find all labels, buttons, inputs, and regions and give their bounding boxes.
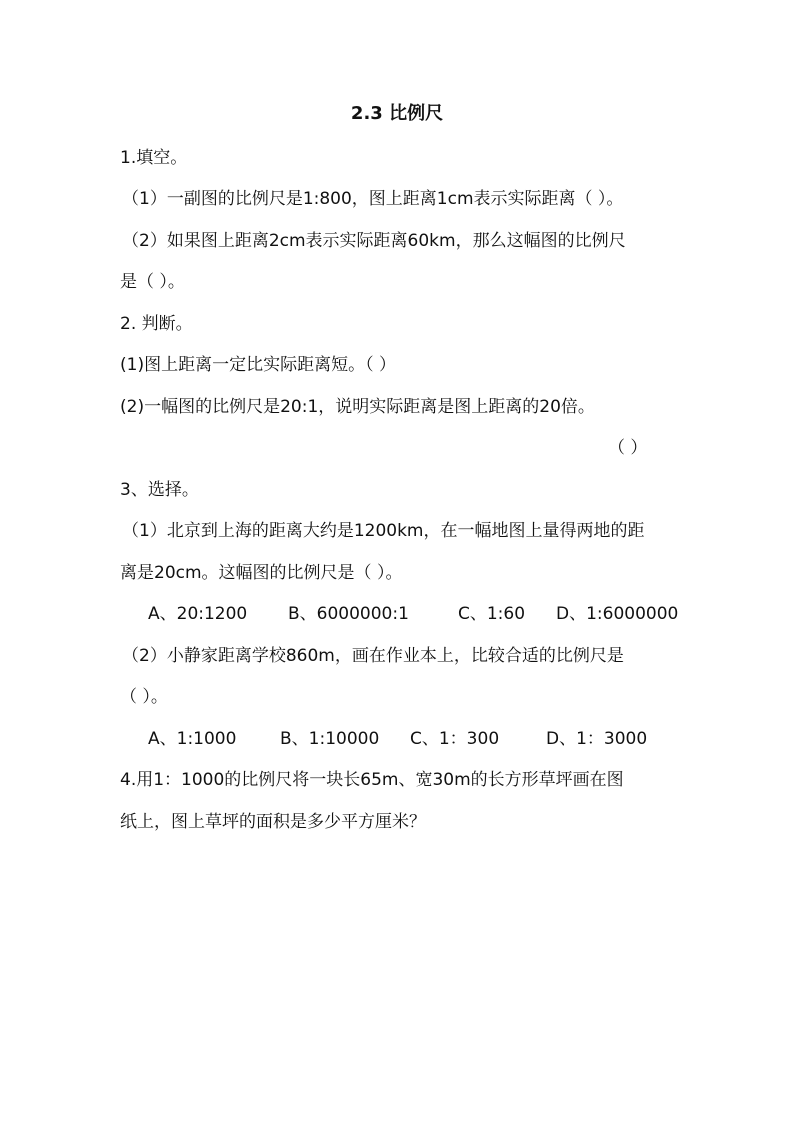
q3-part1-option-d: D、1:6000000 (556, 604, 679, 624)
q3-part2-option-a: A、1:1000 (148, 729, 237, 749)
q3-part2-line2: （ ）。 (120, 687, 168, 707)
q1-part2-line2: 是（ ）。 (120, 272, 185, 292)
q2-part2-bracket: （ ） (608, 438, 648, 458)
q4-line2: 纸上，图上草坪的面积是多少平方厘米？ (120, 812, 426, 832)
page-title: 2.3 比例尺 (350, 103, 444, 124)
q4-line1: 4.用1：1000的比例尺将一块长65m、宽30m的长方形草坪画在图 (120, 770, 624, 790)
q1-part2-line1: （2）如果图上距离2cm表示实际距离60km，那么这幅图的比例尺 (122, 231, 626, 251)
q3-part1-option-b: B、6000000:1 (288, 604, 409, 624)
q3-part2-option-b: B、1:10000 (280, 729, 380, 749)
q1-part1: （1）一副图的比例尺是1:800，图上距离1cm表示实际距离（ ）。 (122, 189, 624, 209)
q2-heading: 2. 判断。 (120, 314, 193, 334)
q3-part2-option-d: D、1：3000 (546, 729, 648, 749)
q3-part2-option-c: C、1：300 (410, 729, 500, 749)
q2-part2: (2)一幅图的比例尺是20:1，说明实际距离是图上距离的20倍。 (120, 397, 595, 417)
q3-heading: 3、选择。 (120, 480, 199, 500)
q3-part1-option-c: C、1:60 (458, 604, 526, 624)
q3-part1-option-a: A、20:1200 (148, 604, 248, 624)
q3-part1-line1: （1）北京到上海的距离大约是1200km，在一幅地图上量得两地的距 (122, 521, 645, 541)
q3-part2-line1: （2）小静家距离学校860m，画在作业本上，比较合适的比例尺是 (122, 646, 624, 666)
q1-heading: 1.填空。 (120, 148, 188, 168)
q2-part1: (1)图上距离一定比实际距离短。（ ） (120, 355, 396, 375)
q3-part1-line2: 离是20cm。这幅图的比例尺是（ ）。 (120, 563, 403, 583)
